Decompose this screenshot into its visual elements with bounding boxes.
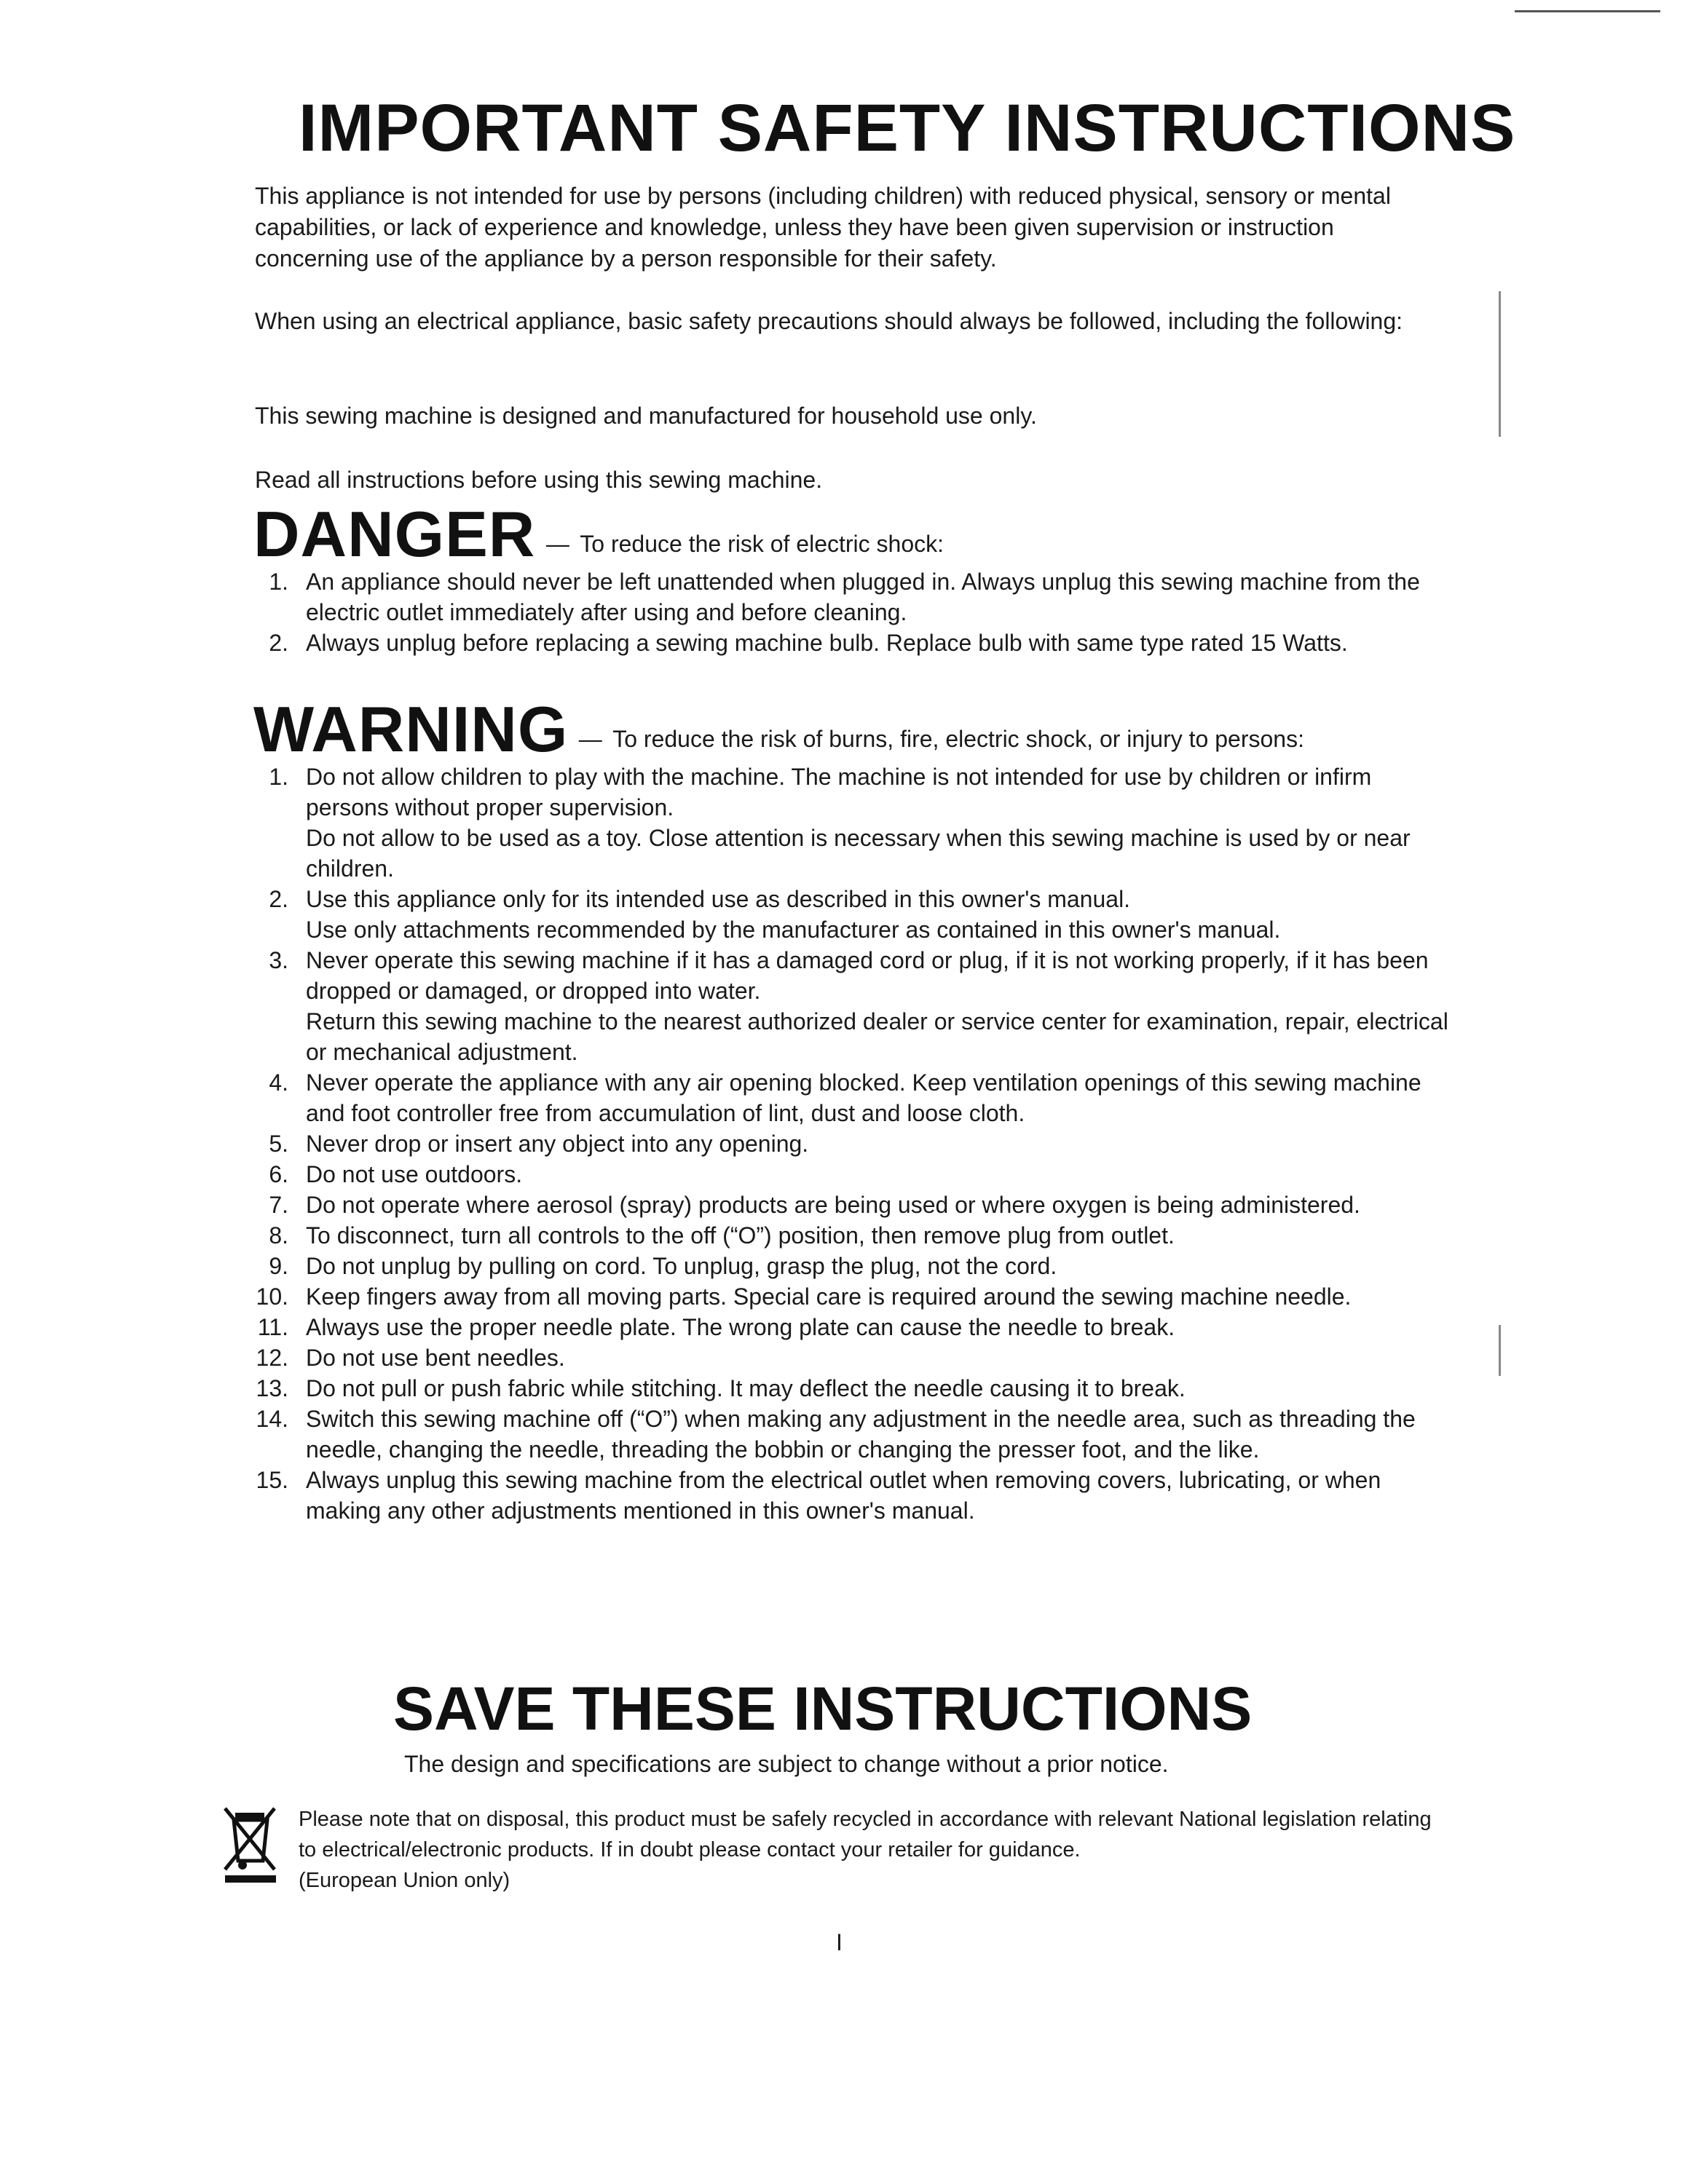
save-instructions-heading: SAVE THESE INSTRUCTIONS [393,1674,1253,1743]
item-number: 1. [269,569,288,595]
item-text: Do not use outdoors. [306,1161,523,1187]
item-number: 1. [269,764,288,790]
item-number: 4. [269,1069,288,1096]
item-text: Never operate this sewing machine if it has a damaged cord or plug, if it is not working properly, if it has been dropped or damaged, or dropped into water. [306,947,1429,1004]
warning-list-item [240,1281,1456,1312]
intro-paragraph: When using an electrical appliance, basic safety precautions should always be followed, including the following: [255,308,1403,334]
page-title: IMPORTANT SAFETY INSTRUCTIONS [299,91,1516,165]
item-number: 7. [269,1192,288,1218]
danger-heading-row [253,498,944,570]
item-extra-text: Do not allow to be used as a toy. Close attention is necessary when this sewing machine is used by or near children. [306,825,1411,882]
danger-list-item [240,566,1456,628]
item-number: 8. [269,1222,288,1249]
warning-list-item [240,1465,1456,1526]
intro-paragraph: Read all instructions before using this sewing machine. [255,467,823,493]
warning-list-item [240,945,1456,1067]
item-text: Always unplug before replacing a sewing machine bulb. Replace bulb with same type rated 15 Watts. [306,630,1348,656]
warning-list-item [240,1220,1456,1251]
warning-heading: WARNING [253,693,569,765]
item-text: An appliance should never be left unattended when plugged in. Always unplug this sewing machine from the electric outlet immediately after using and before cleaning. [306,569,1420,625]
item-number: 3. [269,947,288,973]
item-text: Do not allow children to play with the machine. The machine is not intended for use by children or infirm persons without proper supervision. [306,764,1372,820]
item-text: Never drop or insert any object into any opening. [306,1131,809,1157]
item-number: 9. [269,1253,288,1279]
danger-list-item [240,628,1456,658]
warning-list-item [240,1159,1456,1190]
intro-paragraph: This sewing machine is designed and manufactured for household use only. [255,403,1037,429]
item-text: Always unplug this sewing machine from the electrical outlet when removing covers, lubricating, or when making any other adjustments mentioned in this owner's manual. [306,1467,1381,1524]
item-text: Do not pull or push fabric while stitching. It may deflect the needle causing it to break. [306,1375,1186,1401]
warning-list-item [240,1067,1456,1128]
item-number: 14. [256,1406,288,1432]
item-number: 6. [269,1161,288,1187]
item-text: To disconnect, turn all controls to the off (“O”) position, then remove plug from outlet. [306,1222,1175,1249]
warning-list-item [240,1128,1456,1159]
danger-subtitle: To reduce the risk of electric shock: [580,531,944,557]
warning-list-item [240,1312,1456,1342]
item-text: Do not unplug by pulling on cord. To unplug, grasp the plug, not the cord. [306,1253,1057,1279]
item-text: Use this appliance only for its intended use as described in this owner's manual. [306,886,1131,912]
warning-heading-row [253,693,1304,765]
specification-notice: The design and specifications are subject to change without a prior notice. [404,1751,1169,1777]
danger-list [240,566,1456,658]
item-text: Always use the proper needle plate. The wrong plate can cause the needle to break. [306,1314,1175,1340]
warning-list-item [240,1190,1456,1220]
crossed-out-wheeled-bin-icon [222,1804,279,1884]
item-number: 10. [256,1283,288,1310]
warning-subtitle: To reduce the risk of burns, fire, electric shock, or injury to persons: [612,726,1304,752]
item-text: Switch this sewing machine off (“O”) when making any adjustment in the needle area, such as threading the needle, changing the needle, threading the bobbin or changing the presser foot, and the like. [306,1406,1416,1463]
intro-paragraph: This appliance is not intended for use by persons (including children) with reduced physical, sensory or mental capabilities, or lack of experience and knowledge, unless they have been given supervision or instruction concerning use of the appliance by a person responsible for their safety. [255,183,1391,272]
warning-list-item [240,1251,1456,1281]
warning-list-item [240,1342,1456,1373]
warning-list [240,761,1456,1526]
warning-list-item [240,1404,1456,1465]
item-number: 2. [269,630,288,656]
item-text: Never operate the appliance with any air opening blocked. Keep ventilation openings of this sewing machine and foot controller free from accumulation of lint, dust and loose cloth. [306,1069,1421,1126]
item-number: 12. [256,1345,288,1371]
item-text: Do not operate where aerosol (spray) products are being used or where oxygen is being administered. [306,1192,1360,1218]
danger-heading: DANGER [253,498,536,570]
warning-list-item [240,761,1456,884]
item-number: 13. [256,1375,288,1401]
warning-list-item [240,884,1456,945]
weee-text: Please note that on disposal, this product must be safely recycled in accordance with relevant National legislation relating to electrical/electronic products. If in doubt please contact your retailer for guidance. [299,1808,1432,1861]
page-number: I [836,1929,843,1955]
weee-region-note: (European Union only) [299,1869,510,1892]
weee-disposal-note [299,1804,1435,1896]
item-number: 15. [256,1467,288,1493]
item-text: Keep fingers away from all moving parts. Special care is required around the sewing machine needle. [306,1283,1352,1310]
warning-list-item [240,1373,1456,1404]
item-text: Do not use bent needles. [306,1345,565,1371]
item-extra-text: Return this sewing machine to the nearest authorized dealer or service center for examination, repair, electrical or mechanical adjustment. [306,1008,1448,1065]
item-number: 5. [269,1131,288,1157]
item-number: 2. [269,886,288,912]
item-extra-text: Use only attachments recommended by the manufacturer as contained in this owner's manual. [306,917,1281,943]
item-number: 11. [257,1314,288,1340]
danger-dash: — [545,531,569,557]
warning-dash: — [578,726,602,752]
